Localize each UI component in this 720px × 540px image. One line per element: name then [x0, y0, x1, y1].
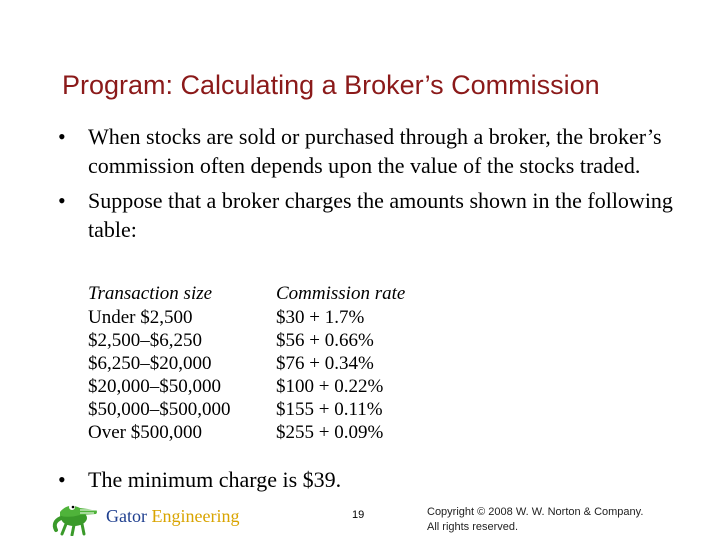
footer-brand	[106, 506, 239, 527]
bullet-list	[58, 122, 698, 250]
commission-rate-cell: $255 + 0.09%	[276, 422, 384, 443]
table-row	[88, 306, 405, 329]
commission-rate-cell: $155 + 0.11%	[276, 399, 383, 420]
page-number: 19	[352, 509, 365, 521]
commission-rate-cell: $100 + 0.22%	[276, 376, 384, 397]
transaction-size-cell: $20,000–$50,000	[88, 376, 221, 397]
transaction-size-cell: $50,000–$500,000	[88, 399, 231, 420]
bullet-item	[58, 186, 698, 244]
brand-engineering: Engineering	[151, 506, 240, 526]
table-row	[88, 375, 405, 398]
table-row	[88, 398, 405, 421]
copyright-notice	[427, 505, 643, 535]
commission-rate-cell: $76 + 0.34%	[276, 353, 374, 374]
bullet-dot: •	[58, 124, 66, 149]
alligator-icon	[50, 488, 102, 536]
slide-title: Program: Calculating a Broker’s Commission	[62, 70, 600, 100]
commission-rate-cell: $30 + 1.7%	[276, 307, 365, 328]
copyright-line: Copyright © 2008 W. W. Norton & Company.	[427, 506, 644, 518]
bullet-item	[58, 122, 698, 180]
commission-rate-cell: $56 + 0.66%	[276, 330, 374, 351]
table-row	[88, 352, 405, 375]
header-transaction-size: Transaction size	[88, 283, 213, 304]
header-commission-rate: Commission rate	[276, 283, 406, 304]
bullet-text: Suppose that a broker charges the amounts shown in the following table:	[88, 188, 673, 242]
transaction-size-cell: Over $500,000	[88, 422, 202, 443]
bullet-dot: •	[58, 188, 66, 213]
bullet-dot: •	[58, 467, 66, 492]
transaction-size-cell: $6,250–$20,000	[88, 353, 212, 374]
brand-gator: Gator	[106, 506, 147, 526]
bullet-text: The minimum charge is $39.	[88, 467, 342, 492]
transaction-size-cell: $2,500–$6,250	[88, 330, 202, 351]
table-row	[88, 329, 405, 352]
bullet-text: When stocks are sold or purchased through a broker, the broker’s commission often depends upon the value of the stocks traded.	[88, 124, 662, 178]
commission-table	[88, 282, 405, 444]
table-row	[88, 421, 405, 444]
transaction-size-cell: Under $2,500	[88, 307, 193, 328]
bullet-item	[58, 465, 720, 494]
table-header-row	[88, 282, 405, 306]
copyright-line: All rights reserved.	[427, 521, 519, 533]
